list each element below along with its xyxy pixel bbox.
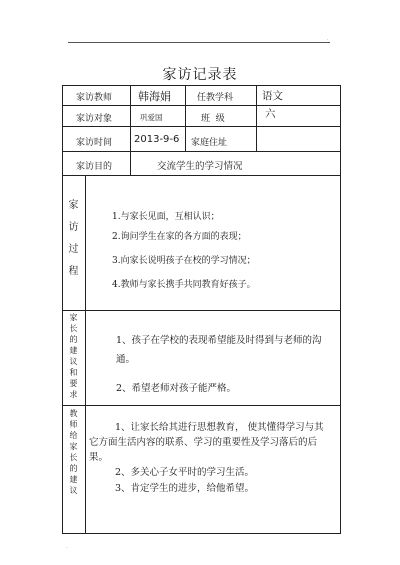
process-item: 3.向家长说明孩子在校的学习情况； <box>112 256 256 266</box>
label-char: 教 <box>69 409 78 418</box>
purpose-value: 交流学生的学习情况 <box>157 161 243 172</box>
label-char: 的 <box>69 335 78 344</box>
label-char: 给 <box>69 431 78 440</box>
label-char: 的 <box>69 464 78 473</box>
label-char: 建 <box>69 475 78 484</box>
teacher-advice-item: 3、肯定学生的进步，给他希望。 <box>115 483 255 494</box>
label-char: 建 <box>69 346 78 355</box>
class-label: 班 级 <box>201 114 225 124</box>
table-border-right <box>340 85 341 534</box>
label-char: 过 <box>68 244 79 255</box>
subject-label: 任教学科 <box>197 93 234 103</box>
subject-value: 语文 <box>262 90 283 102</box>
parent-advice-item: 1、孩子在学校的表现希望能及时得到与老师的沟通。 <box>116 335 322 365</box>
table-border-bottom <box>62 533 341 534</box>
teacher-advice-item: 1、让家长给其进行思想教育， 使其懂得学习与其它方面生活内容的联系、学习的重要性及学习落后的后果。 <box>89 422 324 463</box>
row-divider <box>62 126 341 127</box>
label-char: 长 <box>69 324 78 333</box>
header-rule <box>68 42 330 43</box>
column-divider <box>256 85 257 152</box>
row-divider <box>62 405 341 406</box>
label-column-divider <box>130 85 131 176</box>
visitor-value: 韩海娟 <box>138 90 171 103</box>
label-char: 长 <box>69 453 78 462</box>
parent-advice-item: 2、希望老师对孩子能严格。 <box>116 383 237 394</box>
label-char: 议 <box>69 357 78 366</box>
label-char: 师 <box>69 420 78 429</box>
process-item: 2.询问学生在家的各方面的表现； <box>112 232 247 242</box>
footer-mark: . <box>66 544 68 550</box>
column-divider <box>185 85 186 152</box>
row-divider <box>62 151 341 152</box>
row-divider <box>62 175 341 176</box>
document-title: 家访记录表 <box>162 67 238 83</box>
label-char: 和 <box>69 368 78 377</box>
section-label-divider <box>85 175 86 534</box>
label-char: 要 <box>69 379 78 388</box>
label-char: 议 <box>69 486 78 495</box>
parent-advice-section-label <box>62 312 85 400</box>
table-border-top <box>62 85 341 86</box>
teacher-advice-item: 2、多关心子女平时的学习生活。 <box>115 467 255 478</box>
process-item: 1.与家长见面，互相认识； <box>112 212 220 222</box>
process-item: 4.教师与家长携手共同教育好孩子。 <box>112 280 256 290</box>
target-value: 巩爱国 <box>140 113 163 122</box>
purpose-label: 家访目的 <box>76 162 113 172</box>
label-char: 求 <box>69 390 78 399</box>
time-label: 家访时间 <box>76 138 113 148</box>
header-mark: . <box>327 36 329 42</box>
label-char: 家 <box>69 313 78 322</box>
process-section-label <box>62 195 85 283</box>
target-label: 家访对象 <box>76 114 113 124</box>
label-char: 程 <box>68 266 79 277</box>
class-value: 六 <box>265 108 276 120</box>
label-char: 家 <box>69 442 78 451</box>
row-divider <box>62 105 341 106</box>
row-divider <box>62 310 341 311</box>
record-form <box>62 85 341 534</box>
time-value: 2013-9-6 <box>134 134 180 145</box>
label-char: 访 <box>68 222 79 233</box>
address-label: 家庭住址 <box>191 138 228 148</box>
label-char: 家 <box>68 200 79 211</box>
teacher-advice-section-label <box>62 408 85 496</box>
visitor-label: 家访教师 <box>76 93 113 103</box>
